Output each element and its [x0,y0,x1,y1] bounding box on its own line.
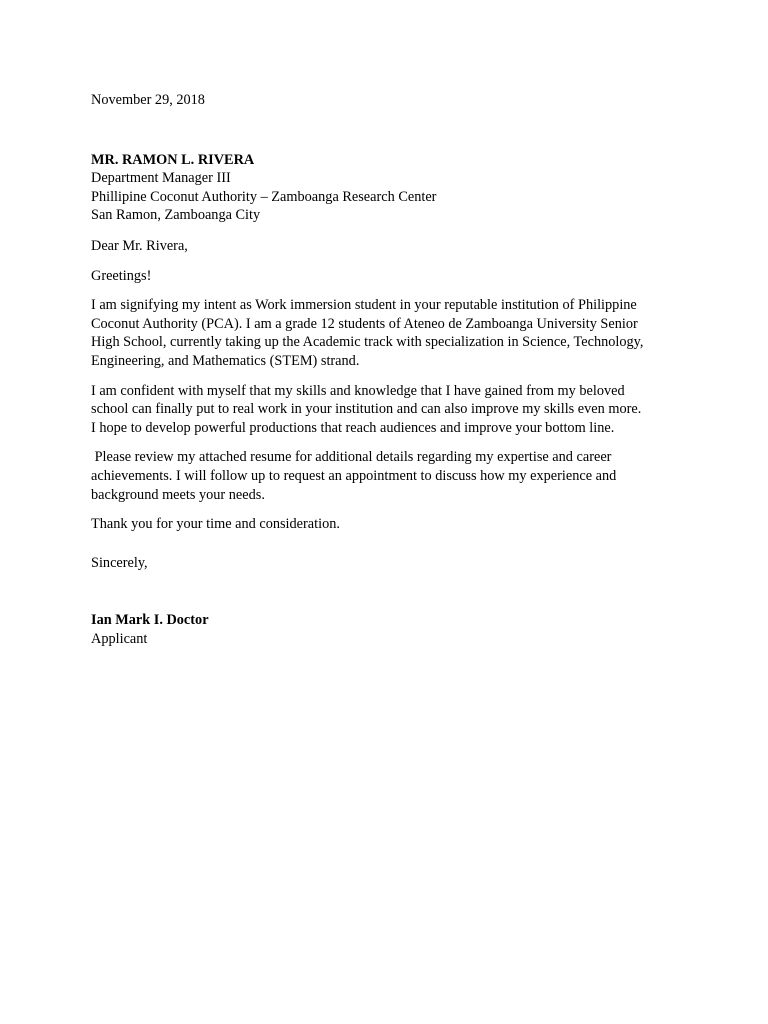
paragraph-line: background meets your needs. [91,486,265,503]
body-paragraph-confidence [91,382,691,438]
recipient-address-block [91,151,691,225]
paragraph-line: Engineering, and Mathematics (STEM) strand. [91,352,360,369]
paragraph-line: I am signifying my intent as Work immersion student in your reputable institution of Philippine [91,297,637,314]
paragraph-line: school can finally put to real work in your institution and can also improve my skills even more. [91,401,642,418]
salutation: Dear Mr. Rivera, [91,237,188,254]
paragraph-line: I hope to develop powerful productions that reach audiences and improve your bottom line. [91,419,615,436]
recipient-address: San Ramon, Zamboanga City [91,207,261,224]
closing: Sincerely, [91,554,148,571]
greeting: Greetings! [91,267,152,284]
signature-block [91,611,691,648]
recipient-name: MR. RAMON L. RIVERA [91,151,255,168]
recipient-organization: Phillipine Coconut Authority – Zamboanga Research Center [91,188,437,205]
signatory-name: Ian Mark I. Doctor [91,612,209,629]
paragraph-line: Thank you for your time and consideration. [91,516,340,533]
letter-date: November 29, 2018 [91,92,205,108]
signatory-role: Applicant [91,630,148,647]
paragraph-line: achievements. I will follow up to request an appointment to discuss how my experience and [91,467,617,484]
paragraph-line: Coconut Authority (PCA). I am a grade 12 students of Ateneo de Zamboanga University Senior [91,315,638,332]
paragraph-line: High School, currently taking up the Academic track with specialization in Science, Technology, [91,334,644,351]
body-paragraph-thanks [91,515,691,534]
letter-body [91,91,691,648]
paragraph-line: Please review my attached resume for additional details regarding my expertise and career [91,449,612,466]
body-paragraph-intent [91,296,691,370]
paragraph-line: I am confident with myself that my skills and knowledge that I have gained from my beloved [91,382,625,399]
recipient-title: Department Manager III [91,170,231,187]
body-paragraph-resume [91,448,691,504]
